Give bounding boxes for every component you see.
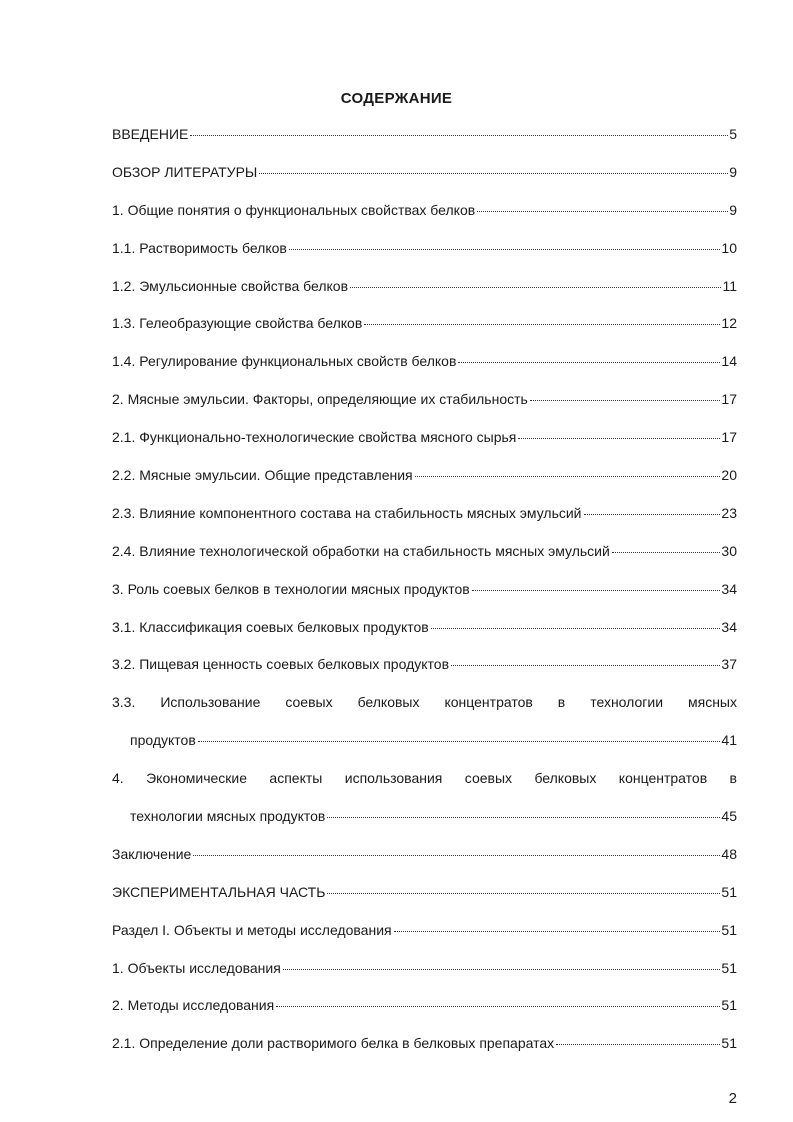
toc-entry bbox=[112, 997, 737, 1035]
toc-entry bbox=[112, 884, 737, 922]
toc-entry-label: 3. Роль соевых белков в технологии мясных продуктов bbox=[112, 580, 470, 597]
toc-entry-label: 2.4. Влияние технологической обработки на стабильность мясных эмульсий bbox=[112, 542, 610, 559]
toc-entry-label: технологии мясных продуктов bbox=[130, 808, 326, 825]
toc-entry bbox=[112, 240, 737, 278]
table-of-contents bbox=[112, 126, 737, 1073]
toc-entry-label: ВВЕДЕНИЕ bbox=[112, 126, 189, 142]
toc-entry bbox=[112, 581, 737, 619]
toc-entry-page: 12 bbox=[721, 315, 737, 332]
toc-entry-page: 45 bbox=[721, 808, 737, 825]
dot-leader bbox=[198, 741, 721, 742]
toc-entry bbox=[112, 391, 737, 429]
dot-leader bbox=[451, 665, 720, 666]
toc-entry bbox=[112, 429, 737, 467]
toc-entry-first-line bbox=[112, 770, 737, 808]
toc-title: СОДЕРЖАНИЕ bbox=[340, 90, 453, 107]
toc-entry-page: 48 bbox=[721, 845, 737, 862]
toc-entry-page: 34 bbox=[721, 618, 737, 635]
toc-entry-label: 2. Мясные эмульсии. Факторы, определяющие их стабильность bbox=[112, 391, 528, 408]
toc-entry-page: 51 bbox=[721, 1035, 737, 1052]
toc-entry bbox=[112, 353, 737, 391]
dot-leader bbox=[364, 324, 720, 325]
toc-entry-page: 41 bbox=[721, 732, 737, 749]
dot-leader bbox=[477, 211, 728, 212]
toc-entry-label: 4. Экономические аспекты использования соевых белковых концентратов в bbox=[112, 770, 737, 787]
toc-entry-page: 10 bbox=[721, 239, 737, 256]
toc-entry-page: 5 bbox=[729, 126, 737, 142]
toc-entry-label: 2.1. Определение доли растворимого белка в белковых препаратах bbox=[112, 1035, 555, 1052]
toc-entry-page: 30 bbox=[721, 542, 737, 559]
toc-entry-page: 34 bbox=[721, 580, 737, 597]
dot-leader bbox=[458, 362, 720, 363]
toc-entry bbox=[112, 164, 737, 202]
toc-entry-continuation bbox=[112, 732, 737, 770]
toc-entry-label: 1.3. Гелеобразующие свойства белков bbox=[112, 315, 363, 332]
page-number: 2 bbox=[728, 1090, 737, 1107]
toc-entry-page: 51 bbox=[721, 959, 737, 976]
dot-leader bbox=[431, 628, 721, 629]
dot-leader bbox=[394, 931, 721, 932]
toc-entry bbox=[112, 126, 737, 164]
toc-entry-label: 3.1. Классификация соевых белковых продуктов bbox=[112, 618, 429, 635]
dot-leader bbox=[327, 893, 720, 894]
toc-entry-label: 1.4. Регулирование функциональных свойств белков bbox=[112, 353, 457, 370]
dot-leader bbox=[327, 817, 720, 818]
toc-entry-label: продуктов bbox=[130, 732, 196, 749]
toc-entry-label: ОБЗОР ЛИТЕРАТУРЫ bbox=[112, 163, 258, 180]
toc-entry-label: 2.2. Мясные эмульсии. Общие представления bbox=[112, 467, 413, 484]
toc-entry bbox=[112, 467, 737, 505]
dot-leader bbox=[193, 855, 720, 856]
dot-leader bbox=[415, 476, 721, 477]
dot-leader bbox=[556, 1044, 720, 1045]
toc-entry-page: 51 bbox=[721, 997, 737, 1014]
toc-entry-label: 2. Методы исследования bbox=[112, 997, 275, 1014]
toc-entry bbox=[112, 278, 737, 316]
toc-entry-page: 17 bbox=[721, 429, 737, 446]
toc-entry-page: 37 bbox=[721, 656, 737, 673]
toc-entry-label: Заключение bbox=[112, 845, 192, 862]
toc-entry-page: 11 bbox=[722, 277, 737, 294]
toc-entry bbox=[112, 656, 737, 694]
toc-entry-label: Раздел I. Объекты и методы исследования bbox=[112, 921, 392, 938]
toc-entry bbox=[112, 505, 737, 543]
toc-entry-label: 2.3. Влияние компонентного состава на стабильность мясных эмульсий bbox=[112, 504, 582, 521]
toc-entry-page: 9 bbox=[729, 163, 737, 180]
toc-entry-page: 9 bbox=[729, 201, 737, 218]
toc-entry-label: ЭКСПЕРИМЕНТАЛЬНАЯ ЧАСТЬ bbox=[112, 883, 326, 900]
toc-entry-page: 20 bbox=[721, 467, 737, 484]
dot-leader bbox=[190, 135, 728, 136]
toc-entry-first-line bbox=[112, 694, 737, 732]
toc-entry-label: 1.1. Растворимость белков bbox=[112, 239, 287, 256]
toc-entry bbox=[112, 846, 737, 884]
toc-entry-page: 23 bbox=[721, 504, 737, 521]
toc-entry-label: 1.2. Эмульсионные свойства белков bbox=[112, 277, 349, 294]
toc-entry-page: 14 bbox=[721, 353, 737, 370]
toc-entry-continuation bbox=[112, 808, 737, 846]
toc-entry-page: 17 bbox=[721, 391, 737, 408]
dot-leader bbox=[612, 552, 721, 553]
toc-entry-label: 3.3. Использование соевых белковых концентратов в технологии мясных bbox=[112, 694, 737, 711]
toc-entry bbox=[112, 619, 737, 657]
toc-entry bbox=[112, 960, 737, 998]
toc-entry-label: 1. Общие понятия о функциональных свойствах белков bbox=[112, 201, 476, 218]
toc-entry bbox=[112, 1035, 737, 1073]
dot-leader bbox=[289, 249, 721, 250]
toc-entry bbox=[112, 202, 737, 240]
dot-leader bbox=[350, 287, 721, 288]
dot-leader bbox=[472, 590, 721, 591]
toc-entry bbox=[112, 315, 737, 353]
toc-entry bbox=[112, 543, 737, 581]
dot-leader bbox=[276, 1006, 720, 1007]
toc-entry-page: 51 bbox=[721, 921, 737, 938]
dot-leader bbox=[584, 514, 721, 515]
toc-entry-page: 51 bbox=[721, 883, 737, 900]
dot-leader bbox=[530, 400, 721, 401]
dot-leader bbox=[518, 438, 720, 439]
toc-entry-label: 2.1. Функционально-технологические свойства мясного сырья bbox=[112, 429, 517, 446]
dot-leader bbox=[283, 969, 721, 970]
toc-entry-label: 1. Объекты исследования bbox=[112, 959, 281, 976]
toc-entry bbox=[112, 922, 737, 960]
toc-entry-label: 3.2. Пищевая ценность соевых белковых продуктов bbox=[112, 656, 450, 673]
dot-leader bbox=[259, 173, 728, 174]
